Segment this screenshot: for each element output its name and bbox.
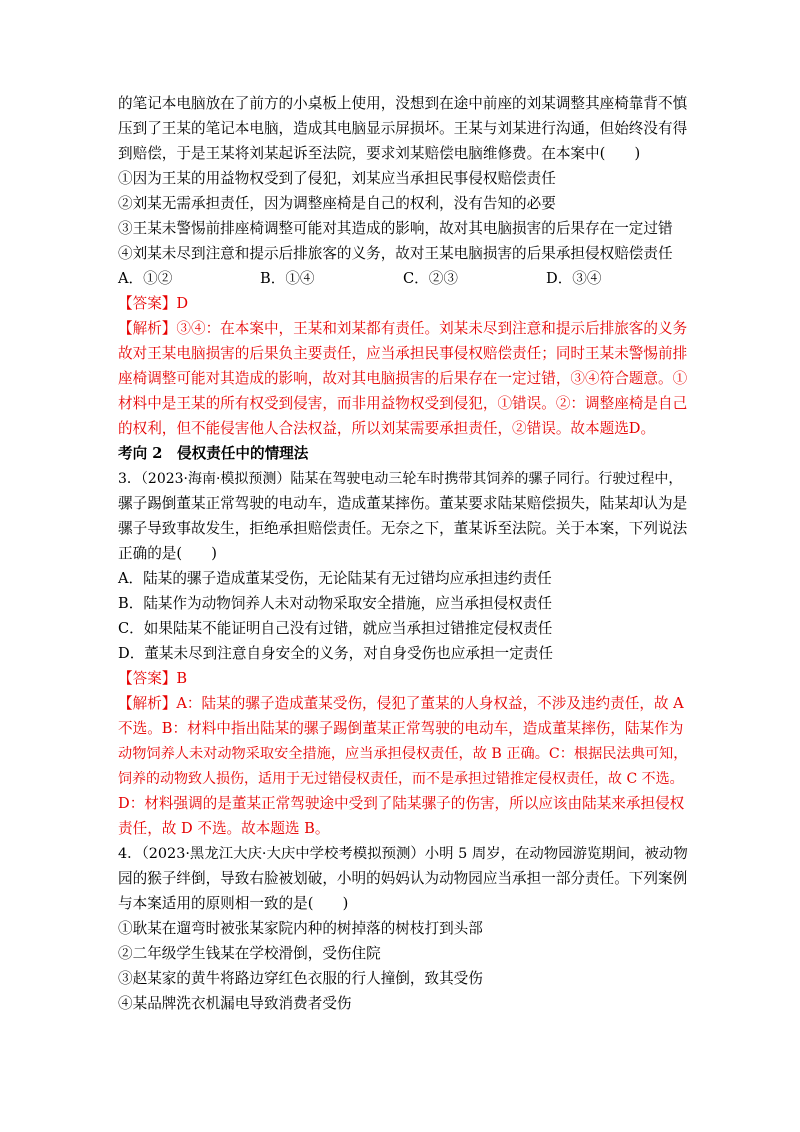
q2-option-c: C．②③	[403, 270, 458, 287]
q3-analysis-line: 【解析】A：陆某的骡子造成董某受伤，侵犯了董某的人身权益，不涉及违约责任，故 A	[118, 695, 684, 712]
q2-statement: ①因为王某的用益物权受到了侵犯，刘某应当承担民事侵权赔偿责任	[118, 170, 556, 187]
q3-option: B．陆某作为动物饲养人未对动物采取安全措施，应当承担侵权责任	[118, 595, 552, 612]
q3-stem-line: 骡子导致事故发生，拒绝承担赔偿责任。无奈之下，董某诉至法院。关于本案，下列说法	[118, 520, 688, 537]
q2-stem-line: 到赔偿，于是王某将刘某起诉至法院，要求刘某赔偿电脑维修费。在本案中( )	[118, 145, 641, 162]
q2-stem-line: 的笔记本电脑放在了前方的小桌板上使用，没想到在途中前座的刘某调整其座椅靠背不慎	[118, 95, 688, 112]
q4-statement: ①耿某在遛弯时被张某家院内种的树掉落的树枝打到头部	[118, 920, 483, 937]
q2-analysis-line: 的权利，但不能侵害他人合法权益，所以刘某需要承担责任，②错误。故本题选D。	[118, 420, 656, 437]
q2-analysis-line: 【解析】③④：在本案中，王某和刘某都有责任。刘某未尽到注意和提示后排旅客的义务	[118, 320, 688, 337]
q3-analysis-line: D：材料强调的是董某正常驾驶途中受到了陆某骡子的伤害，所以应该由陆某来承担侵权	[118, 795, 685, 812]
q2-option-d: D．③④	[546, 270, 602, 287]
q4-stem-line: 与本案适用的原则相一致的是( )	[118, 895, 349, 912]
q4-statement: ④某品牌洗衣机漏电导致消费者受伤	[118, 995, 352, 1012]
q2-option-b: B．①④	[260, 270, 315, 287]
q3-stem-line: 骡子踢倒董某正常驾驶的电动车，造成董某摔伤。董某要求陆某赔偿损失，陆某却认为是	[118, 495, 688, 512]
q2-analysis-line: 材料中是王某的所有权受到侵害，而非用益物权受到侵犯，①错误。②：调整座椅是自己	[118, 395, 688, 412]
q2-statement: ③王某未警惕前排座椅调整可能对其造成的影响，故对其电脑损害的后果存在一定过错	[118, 220, 673, 237]
section-heading: 考向 2 侵权责任中的情理法	[118, 445, 309, 462]
q3-answer: 【答案】B	[118, 670, 188, 687]
q3-analysis-line: 责任，故 D 不选。故本题选 B。	[118, 820, 330, 837]
q2-statement: ④刘某未尽到注意和提示后排旅客的义务，故对王某电脑损害的后果承担侵权赔偿责任	[118, 245, 673, 262]
q3-option: D．董某未尽到注意自身安全的义务，对自身受伤也应承担一定责任	[118, 645, 553, 662]
q3-analysis-line: 不选。B：材料中指出陆某的骡子踢倒董某正常驾驶的电动车，造成董某摔伤，陆某作为	[118, 720, 684, 737]
q3-analysis-line: 动物饲养人未对动物采取安全措施，应当承担侵权责任，故 B 正确。C：根据民法典可知，	[118, 746, 688, 762]
q4-stem-line: 4．（2023·黑龙江大庆·大庆中学校考模拟预测）小明 5 周岁，在动物园游览期间，被动物	[118, 846, 688, 862]
q3-option: A．陆某的骡子造成董某受伤，无论陆某有无过错均应承担违约责任	[118, 570, 552, 587]
q2-analysis-line: 座椅调整可能对其造成的影响，故对其电脑损害的后果存在一定过错，③④符合题意。①	[118, 370, 688, 387]
q2-option-a: A．①②	[118, 270, 173, 287]
q3-analysis-line: 饲养的动物致人损伤，适用于无过错侵权责任，而不是承担过错推定侵权责任，故 C 不选。	[118, 771, 684, 787]
q3-option: C．如果陆某不能证明自己没有过错，就应当承担过错推定侵权责任	[118, 620, 553, 637]
q4-statement: ②二年级学生钱某在学校滑倒，受伤住院	[118, 945, 381, 962]
q2-stem-line: 压到了王某的笔记本电脑，造成其电脑显示屏损坏。王某与刘某进行沟通，但始终没有得	[118, 120, 688, 137]
q3-stem-line: 正确的是( )	[118, 545, 217, 562]
q4-statement: ③赵某家的黄牛将路边穿红色衣服的行人撞倒，致其受伤	[118, 970, 483, 987]
q2-statement: ②刘某无需承担责任，因为调整座椅是自己的权利，没有告知的必要	[118, 195, 556, 212]
q3-stem-line: 3．（2023·海南·模拟预测）陆某在驾驶电动三轮车时携带其饲养的骡子同行。行驶过程中，	[118, 471, 683, 487]
q4-stem-line: 园的猴子绊倒，导致右脸被划破，小明的妈妈认为动物园应当承担一部分责任。下列案例	[118, 870, 688, 887]
q2-analysis-line: 故对王某电脑损害的后果负主要责任，应当承担民事侵权赔偿责任；同时王某未警惕前排	[118, 345, 688, 362]
q2-answer: 【答案】D	[118, 295, 189, 312]
